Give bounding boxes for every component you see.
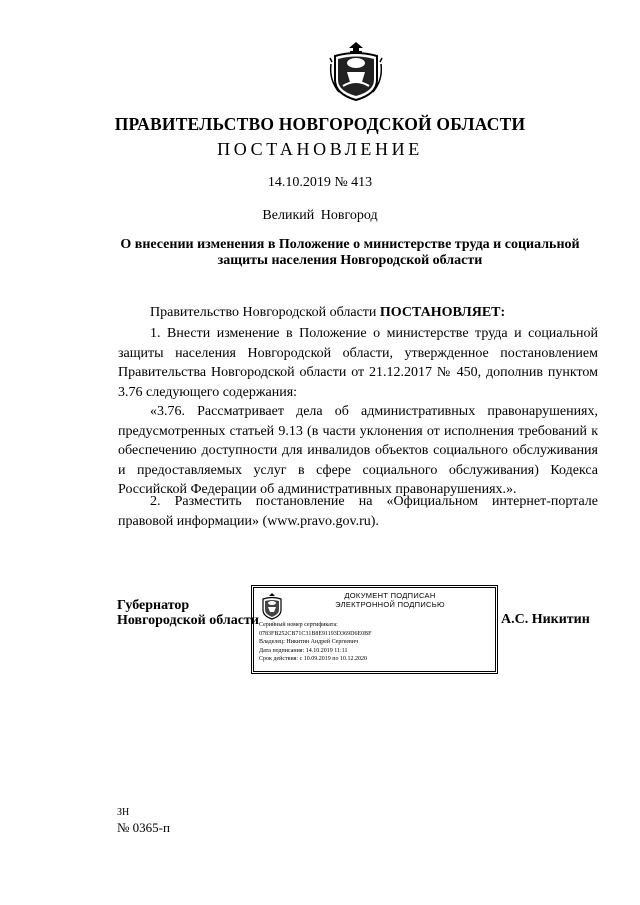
paragraph-3: 2. Разместить постановление на «Официальном интернет-портале правовой информации» (www.pravo.gov.ru). (118, 494, 598, 529)
document-subject: О внесении изменения в Положение о министерстве труда и социальной защиты населения Новгородской области (120, 237, 580, 268)
city: Великий Новгород (262, 208, 378, 223)
paragraph-1: 1. Внести изменение в Положение о министерстве труда и социальной защиты населения Новгородской области, утвержденное постановлением Правительства Новгородской области от 21.12.2017 № 450, дополнив пунктом 3.76 следующего содержания: (118, 326, 598, 400)
serial-label: Серийный номер сертификата: (259, 622, 338, 628)
executor-initials: ЗН (117, 807, 130, 818)
stamp-title-line-1: ДОКУМЕНТ ПОДПИСАН (344, 591, 436, 600)
stamp-title-line-2: ЭЛЕКТРОННОЙ ПОДПИСЬЮ (335, 600, 445, 609)
stamp-emblem-icon (259, 592, 285, 620)
decree-word: ПОСТАНОВЛЯЕТ: (379, 305, 506, 320)
serial-number: 0783FB252CB71C31B8E91193D369D6E0BF (259, 630, 372, 637)
stamp-title (290, 591, 490, 609)
certificate-validity: Срок действия: с 10.09.2019 по 10.12.2020 (259, 656, 367, 663)
coat-of-arms-emblem (329, 40, 383, 102)
position-line-2: Новгородской области (117, 613, 259, 628)
footer-registration (117, 805, 170, 835)
signing-date: Дата подписания: 14.10.2019 11:11 (259, 647, 348, 654)
stamp-details (259, 621, 491, 664)
decree-line (150, 303, 620, 323)
certificate-owner: Владелец: Никитин Андрей Сергеевич (259, 639, 359, 646)
document-type: ПОСТАНОВЛЕНИЕ (217, 139, 423, 159)
signer-position (117, 598, 259, 628)
date-and-number: 14.10.2019 № 413 (267, 175, 373, 190)
government-title: ПРАВИТЕЛЬСТВО НОВГОРОДСКОЙ ОБЛАСТИ (114, 114, 526, 134)
paragraph-2: «3.76. Рассматривает дела об административных правонарушениях, предусмотренных статьей 9.13 (в части уклонения от исполнения требований к обеспечению доступности для инвалидов объектов социального обслуживания и предоставляемых услуг в сфере социального обслуживания) Кодекса Российской Федерации об административных правонарушениях.». (118, 404, 598, 497)
decree-prefix: Правительство Новгородской области (150, 305, 380, 320)
registration-number: № 0365-п (117, 820, 170, 835)
electronic-signature-stamp (253, 587, 496, 672)
position-line-1: Губернатор (117, 598, 190, 613)
signer-name: А.С. Никитин (501, 612, 590, 627)
